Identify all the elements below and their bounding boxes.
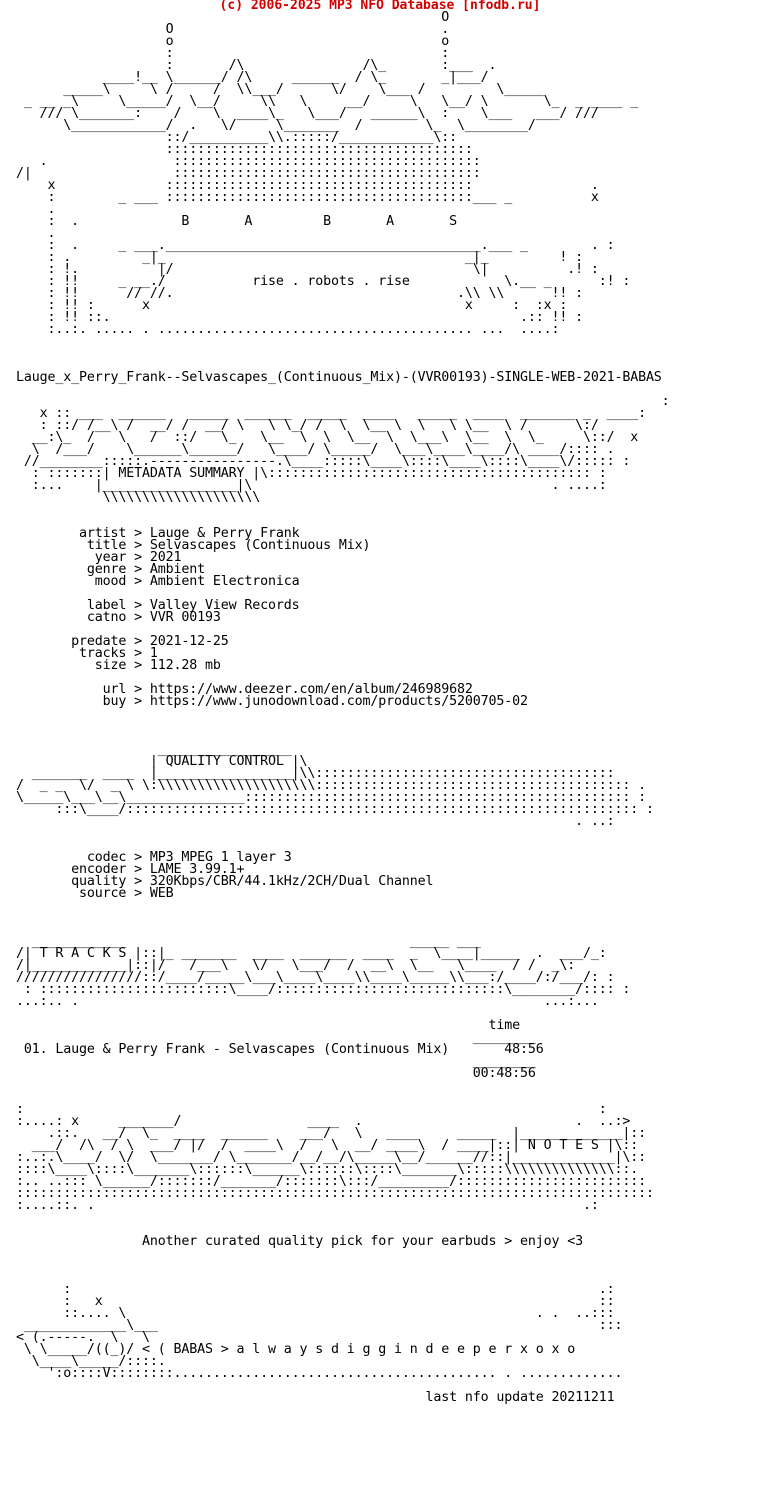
nfo-text: O O . o o : : : /\ /\_ :___ . ____!__ \______/ /\ ______ / \_ _|___/ _____\ \ / / \\___/ \/ \___ / \_____ _ __ _\ \_____/ \__/ \\ \ __/ \ \__/ \ \_ _ ____ _ /// \_______: / \ ____\_ \___/ ______\ : \___ ___/ /// \____________/ . \/ \_______ / \_ \________/ ::/__________\\.:::::/____________\:: ::::::::::::::::::::::::::::::::::::::: . ::::::::::::::::::::::::::::::::::::::: /| ::::::::::::::::::::::::::::::::::::::: x ::::::::::::::::::::::::::::::::::::::: . : _ ___ :::::::::::::::::::::::::::::::::::::::___ _ x . : . B A B A S . : . _ ___.________________________________________.___ _ . : : . _|_ _|_ ! : : !. |/ \| .! : : !! _ __./ rise . robots . rise \.__ _ :! : : !! // //. .\\ \\ !! : : !! : x x : :x : : !! ::. .:: !! : :..:. ..... . ........................................ ... ....: Lauge_x_Perry_Frank--Selvascapes_(Continuous_Mix)-(VVR00193)-SINGLE-WEB-2021-BABAS : x :: ___ ______ _____ ______ _____ ____ _____ ____ _______ _ ____: : ::/ /__\ / __/ / __/ \ \ \_/ / \ \__ \ \ \ \__ \ / \:/ __:\_ / \ / ::/ \_ \__ \ \ \__ \ \___\ \__ \ \_ \::/ x \ /___/ \______\______/ \____/ \_____/ \___\____\____/\ ____/:::: . //________:::::.----------------.\____:::::\____\::::\____\::::\____\/::::: : : :::::::| METADATA SUMMARY |\::::::::::::::::::::::::::::::::::::::::: : :... |_________________|\ . ....: \\\\\\\\\\\\\\\\\\\\ artist > Lauge & Perry Frank title > Selvascapes (Continuous Mix) year > 2021 genre > Ambient mood > Ambient Electronica label > Valley View Records catno > VVR 00193 predate > 2021-12-25 tracks > 1 size > 112.28 mb url > https://www.deezer.com/en/album/246989682 buy > https://www.junodownload.com/products/5200705-02 _________________ | QUALITY CONTROL |\ _______ ____ |_________________|\\:::::::::::::::::::::::::::::::::::::: / _ _ \/ _ \ \:\\\\\\\\\\\\\\\\\\\\:::::::::::::::::::::::::::::::::::::::: . \_____\___\__\_______________::::::::::::::::::::::::::::::::::::::::::::::::: : :::\____/::::::::::::::::::::::::::::::::::::::::::::::::::::::::::::::::: : . ..: codec > MP3 MPEG 1 layer 3 encoder > LAME 3.99.1+ quality > 320Kbps/CBR/44.1kHz/2CH/Dual Channel source > WEB ____________ _____ ___ /| T R A C K S |::|_ _______ ____ ______ ____ _ \____|_____ . ___/_: /|____________|::|/ /___\ \/ \___/ / __\ \__ \____ / / _\: ////////////////::/____/_____\___\____\____\\____\_____\\___:/____/:/___/: : : ::::::::::::::::::::::::\____/:::::::::::::::::::::::::::::\________/:::: : ...:.. . ...:... time ________ 01. Lauge & Perry Frank - Selvascapes (Continuous Mix) 48:56 ________ 00:48:56 : : :....: x _______/ ____ . . ..:> .::. __/ \_ ____ ______ ___/ \ ____ _____ |_____________|:: ___/ /\ / \ ___/ |/ / ____\ / \ __/ ____\ / ____|::| N O T E S |\:: :..:.\____/ \/ \_______/ \_______/__/__/\_____\__/______//::|_____________|\:: ::::\____\::::\_______\::::::\______\::::::\::::\_______\:::::\\\\\\\\\\\\\\::. :.. ..::: \______/:::::::/_______/:::::::\:::/_________/:::::::::::::::::::::::: ::::::::::::::::::::::::::::::::::::::::::::::::::::::::::::::::::::::::::::::::: :....::. . .: Another curated quality pick for your earbuds > enjoy <3 : .: : x :: ::.... \ . . ..::: _____________\___ ::: < (.-----. \ \ \ \_____/((_)/ < ( BABAS > a l w a y s d i g g i n d e e p e r x o x o \____\_____/::::. ':o::::V::::::::......................................... . ............. last nfo update 20211211 xyxy=(16,10,670,1405)
copyright-header: (c) 2006-2025 MP3 NFO Database [nfodb.ru] xyxy=(219,0,541,13)
